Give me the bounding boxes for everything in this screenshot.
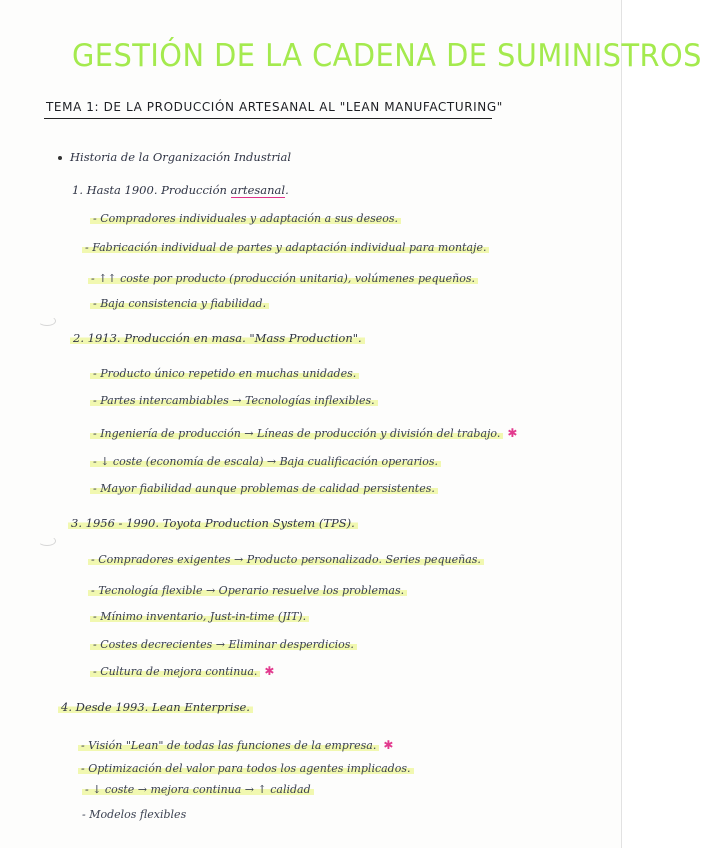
section-4-item-2: - Optimización del valor para todos los agentes implicados. <box>78 762 414 775</box>
history-heading: Historia de la Organización Industrial <box>58 150 291 164</box>
section-2-label: 2. 1913. Producción en masa. "Mass Production". <box>70 331 365 345</box>
section-4-label: 4. Desde 1993. Lean Enterprise. <box>58 700 253 714</box>
artesanal-underlined: artesanal <box>230 183 286 197</box>
section-1-label: 1. Hasta 1900. Producción artesanal. <box>72 183 289 197</box>
section-1-item-2: - Fabricación individual de partes y adaptación individual para montaje. <box>82 241 489 254</box>
section-2-item-2: - Partes intercambiables → Tecnologías inflexibles. <box>90 394 378 407</box>
section-2-item-1: - Producto único repetido en muchas unidades. <box>90 367 359 380</box>
section-3-label: 3. 1956 - 1990. Toyota Production System (TPS). <box>68 516 358 530</box>
section-4-item-1: - Visión "Lean" de todas las funciones de la empresa. ✱ <box>78 738 393 752</box>
bullet-icon <box>58 156 62 160</box>
asterisk-star-icon: ✱ <box>264 664 275 678</box>
asterisk-star-icon: ✱ <box>383 738 394 752</box>
binder-hole-mark <box>38 316 56 326</box>
section-4-item-4: - Modelos flexibles <box>82 808 187 821</box>
section-4-item-3: - ↓ coste → mejora continua → ↑ calidad <box>82 783 314 796</box>
section-3-item-4: - Costes decrecientes → Eliminar desperdicios. <box>90 638 357 651</box>
asterisk-star-icon: ✱ <box>507 426 518 440</box>
section-3-item-3: - Mínimo inventario, Just-in-time (JIT). <box>90 610 309 623</box>
section-3-item-1: - Compradores exigentes → Producto personalizado. Series pequeñas. <box>88 553 484 566</box>
section-3-item-5: - Cultura de mejora continua. ✱ <box>90 664 274 678</box>
page-title: GESTIÓN DE LA CADENA DE SUMINISTROS <box>72 38 702 74</box>
section-3-item-2: - Tecnología flexible → Operario resuelve los problemas. <box>88 584 407 597</box>
section-2-item-5: - Mayor fiabilidad aunque problemas de calidad persistentes. <box>90 482 438 495</box>
subtitle-underline <box>44 118 492 119</box>
binder-hole-mark <box>38 536 56 546</box>
section-1-item-4: - Baja consistencia y fiabilidad. <box>90 297 269 310</box>
section-1-item-1: - Compradores individuales y adaptación a sus deseos. <box>90 212 401 225</box>
section-2-item-3: - Ingeniería de producción → Líneas de producción y división del trabajo. ✱ <box>90 426 517 440</box>
section-1-item-3: - ↑↑ coste por producto (producción unitaria), volúmenes pequeños. <box>88 272 478 285</box>
topic-subtitle: TEMA 1: DE LA PRODUCCIÓN ARTESANAL AL "LEAN MANUFACTURING" <box>46 100 503 114</box>
section-2-item-4: - ↓ coste (economía de escala) → Baja cualificación operarios. <box>90 455 441 468</box>
